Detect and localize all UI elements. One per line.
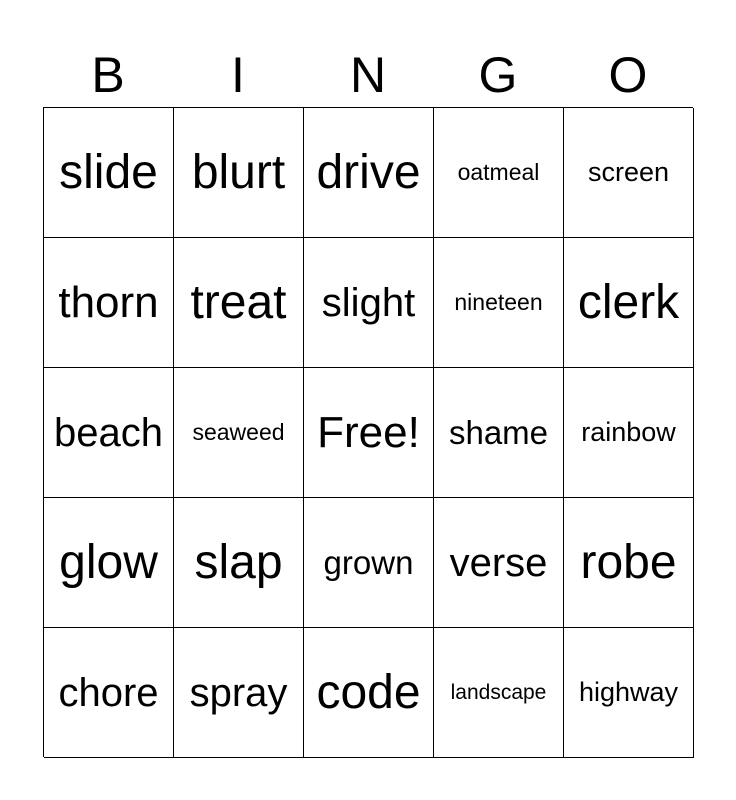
bingo-card bbox=[43, 107, 693, 757]
bingo-cell[interactable]: seaweed bbox=[174, 368, 304, 498]
header-letter-i: I bbox=[231, 47, 245, 103]
bingo-header bbox=[43, 44, 693, 106]
bingo-cell[interactable]: drive bbox=[304, 108, 434, 238]
bingo-cell[interactable]: chore bbox=[44, 628, 174, 758]
bingo-cell[interactable]: treat bbox=[174, 238, 304, 368]
bingo-cell[interactable]: clerk bbox=[564, 238, 694, 368]
bingo-cell[interactable]: glow bbox=[44, 498, 174, 628]
header-letter-o: O bbox=[608, 47, 648, 103]
bingo-cell[interactable]: blurt bbox=[174, 108, 304, 238]
bingo-cell[interactable]: code bbox=[304, 628, 434, 758]
bingo-cell[interactable]: robe bbox=[564, 498, 694, 628]
bingo-cell[interactable]: slide bbox=[44, 108, 174, 238]
bingo-cell[interactable]: spray bbox=[174, 628, 304, 758]
bingo-cell[interactable]: slap bbox=[174, 498, 304, 628]
free-space-cell[interactable]: Free! bbox=[304, 368, 434, 498]
bingo-cell[interactable]: oatmeal bbox=[434, 108, 564, 238]
bingo-cell[interactable]: screen bbox=[564, 108, 694, 238]
bingo-cell[interactable]: nineteen bbox=[434, 238, 564, 368]
bingo-cell[interactable]: highway bbox=[564, 628, 694, 758]
bingo-cell[interactable]: grown bbox=[304, 498, 434, 628]
bingo-cell[interactable]: shame bbox=[434, 368, 564, 498]
header-letter-n: N bbox=[349, 47, 387, 103]
bingo-cell[interactable]: thorn bbox=[44, 238, 174, 368]
header-letter-g: G bbox=[478, 47, 518, 103]
header-letter-b: B bbox=[91, 47, 125, 103]
bingo-cell[interactable]: verse bbox=[434, 498, 564, 628]
bingo-cell[interactable]: slight bbox=[304, 238, 434, 368]
bingo-cell[interactable]: rainbow bbox=[564, 368, 694, 498]
bingo-cell[interactable]: beach bbox=[44, 368, 174, 498]
bingo-cell[interactable]: landscape bbox=[434, 628, 564, 758]
